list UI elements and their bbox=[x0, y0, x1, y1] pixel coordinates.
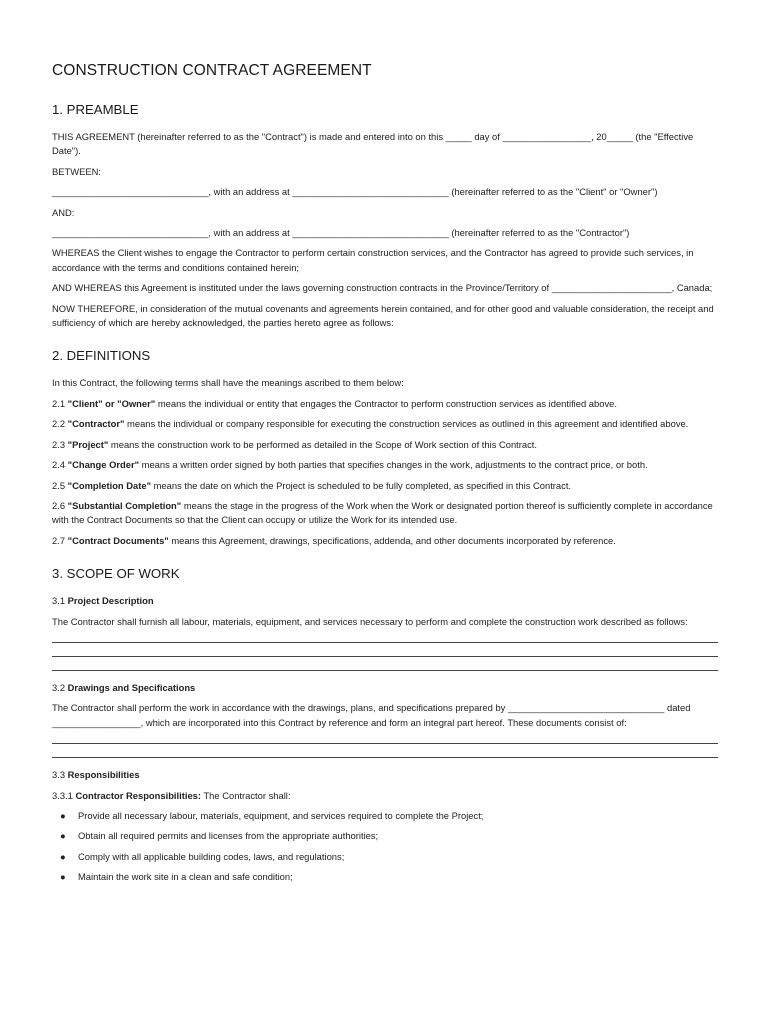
blank-line bbox=[52, 742, 718, 744]
subsection-text: The Contractor shall: bbox=[201, 789, 291, 801]
definition-term: "Client" or "Owner" bbox=[67, 397, 156, 409]
definition-term: "Completion Date" bbox=[67, 479, 152, 491]
definition-number: 2.7 bbox=[52, 534, 68, 546]
responsibility-item bbox=[52, 870, 718, 884]
blank-line bbox=[52, 669, 718, 671]
definition-term: "Substantial Completion" bbox=[67, 499, 182, 511]
definition-text: means the construction work to be performed as detailed in the Scope of Work section of this Contract. bbox=[108, 438, 538, 450]
section-heading-preamble: 1. PREAMBLE bbox=[52, 102, 139, 117]
definition-number: 2.1 bbox=[52, 397, 68, 409]
subsection-title: Responsibilities bbox=[67, 769, 140, 781]
subsection-number: 3.3 bbox=[52, 769, 68, 781]
subsection-3-2-heading bbox=[52, 681, 718, 695]
bullet-icon: ● bbox=[60, 830, 66, 842]
definition-item bbox=[52, 534, 718, 548]
blank-line bbox=[52, 655, 718, 657]
responsibilities-list bbox=[52, 809, 718, 885]
definition-term: "Change Order" bbox=[67, 459, 140, 471]
definition-text: means a written order signed by both parties that specifies changes in the work, adjustments to the contract price, or both. bbox=[139, 459, 648, 471]
subsection-number: 3.2 bbox=[52, 681, 68, 693]
bullet-icon: ● bbox=[60, 809, 66, 821]
definition-number: 2.3 bbox=[52, 438, 68, 450]
definition-number: 2.5 bbox=[52, 479, 68, 491]
definitions-intro: In this Contract, the following terms shall have the meanings ascribed to them below: bbox=[52, 377, 404, 389]
responsibility-text: Provide all necessary labour, materials, equipment, and services required to complete the Project; bbox=[78, 809, 484, 821]
subsection-3-3-1 bbox=[52, 789, 718, 803]
preamble-paragraph: THIS AGREEMENT (hereinafter referred to as the "Contract") is made and entered into on this _____ day of _________________, 20_____ (the "Effective Date"). bbox=[52, 131, 694, 157]
definition-text: means the individual or company responsible for executing the construction services as outlined in this agreement and identified above. bbox=[124, 418, 689, 430]
client-line: ______________________________, with an address at ______________________________ (hereinafter referred to as the "Client" or "Owner") bbox=[52, 186, 658, 198]
between-label: BETWEEN: bbox=[52, 165, 101, 177]
responsibility-text: Maintain the work site in a clean and safe condition; bbox=[78, 871, 293, 883]
contractor-line: ______________________________, with an address at ______________________________ (hereinafter referred to as the "Contractor") bbox=[52, 227, 630, 239]
definition-number: 2.6 bbox=[52, 499, 68, 511]
subsection-3-1-heading bbox=[52, 594, 718, 608]
project-description-text: The Contractor shall furnish all labour, materials, equipment, and services necessary to perform and complete the construction work described as follows: bbox=[52, 615, 688, 627]
responsibility-text: Comply with all applicable building codes, laws, and regulations; bbox=[78, 850, 345, 862]
definition-number: 2.2 bbox=[52, 418, 68, 430]
subsection-number: 3.1 bbox=[52, 595, 68, 607]
whereas-paragraph-2: AND WHEREAS this Agreement is instituted under the laws governing construction contracts in the Province/Territory of _______________________, Canada; bbox=[52, 282, 713, 294]
definition-text: means the individual or entity that engages the Contractor to perform construction services as identified above. bbox=[155, 397, 617, 409]
subsection-3-3-heading bbox=[52, 768, 718, 782]
bullet-icon: ● bbox=[60, 850, 66, 862]
responsibility-text: Obtain all required permits and licenses from the appropriate authorities; bbox=[78, 830, 379, 842]
blank-line bbox=[52, 641, 718, 643]
bullet-icon: ● bbox=[60, 871, 66, 883]
blank-line bbox=[52, 756, 718, 758]
definition-item bbox=[52, 417, 718, 431]
definition-text: means the stage in the progress of the Work when the Work or designated portion thereof is sufficiently complete in accordance with the Contract Documents so that the Client can occupy or utilize the Work for its intended use. bbox=[52, 499, 713, 526]
definition-item bbox=[52, 438, 718, 452]
definition-text: means this Agreement, drawings, specifications, addenda, and other documents incorporated by reference. bbox=[168, 534, 616, 546]
definition-text: means the date on which the Project is scheduled to be fully completed, as specified in this Contract. bbox=[151, 479, 572, 491]
subsection-title: Project Description bbox=[67, 595, 154, 607]
definition-item bbox=[52, 397, 718, 411]
definition-item bbox=[52, 479, 718, 493]
responsibility-item bbox=[52, 850, 718, 864]
section-heading-scope: 3. SCOPE OF WORK bbox=[52, 566, 180, 582]
document-title: CONSTRUCTION CONTRACT AGREEMENT bbox=[52, 62, 372, 79]
and-label: AND: bbox=[52, 206, 75, 218]
definition-number: 2.4 bbox=[52, 459, 68, 471]
subsection-title: Contractor Responsibilities: bbox=[75, 789, 202, 801]
definition-term: "Project" bbox=[67, 438, 109, 450]
definition-item bbox=[52, 458, 718, 472]
section-heading-definitions: 2. DEFINITIONS bbox=[52, 348, 151, 364]
now-therefore-paragraph: NOW THEREFORE, in consideration of the mutual covenants and agreements herein contained, and for other good and valuable consideration, the receipt and sufficiency of which are hereby acknowledged, the parties hereto agree as follows: bbox=[52, 302, 714, 329]
definition-term: "Contractor" bbox=[67, 418, 125, 430]
responsibility-item bbox=[52, 809, 718, 823]
subsection-number: 3.3.1 bbox=[52, 789, 76, 801]
definitions-list bbox=[52, 397, 718, 548]
responsibility-item bbox=[52, 829, 718, 843]
drawings-text: The Contractor shall perform the work in accordance with the drawings, plans, and specifications prepared by ______________________________ dated _________________, which are incorporated into this Contract by reference and form an integral part hereof. These documents consist of: bbox=[52, 702, 691, 728]
whereas-paragraph-1: WHEREAS the Client wishes to engage the Contractor to perform certain construction services, and the Contractor has agreed to provide such services, in accordance with the terms and conditions contained herein; bbox=[52, 247, 694, 273]
subsection-title: Drawings and Specifications bbox=[67, 681, 196, 693]
definition-term: "Contract Documents" bbox=[67, 534, 169, 546]
definition-item bbox=[52, 499, 718, 528]
